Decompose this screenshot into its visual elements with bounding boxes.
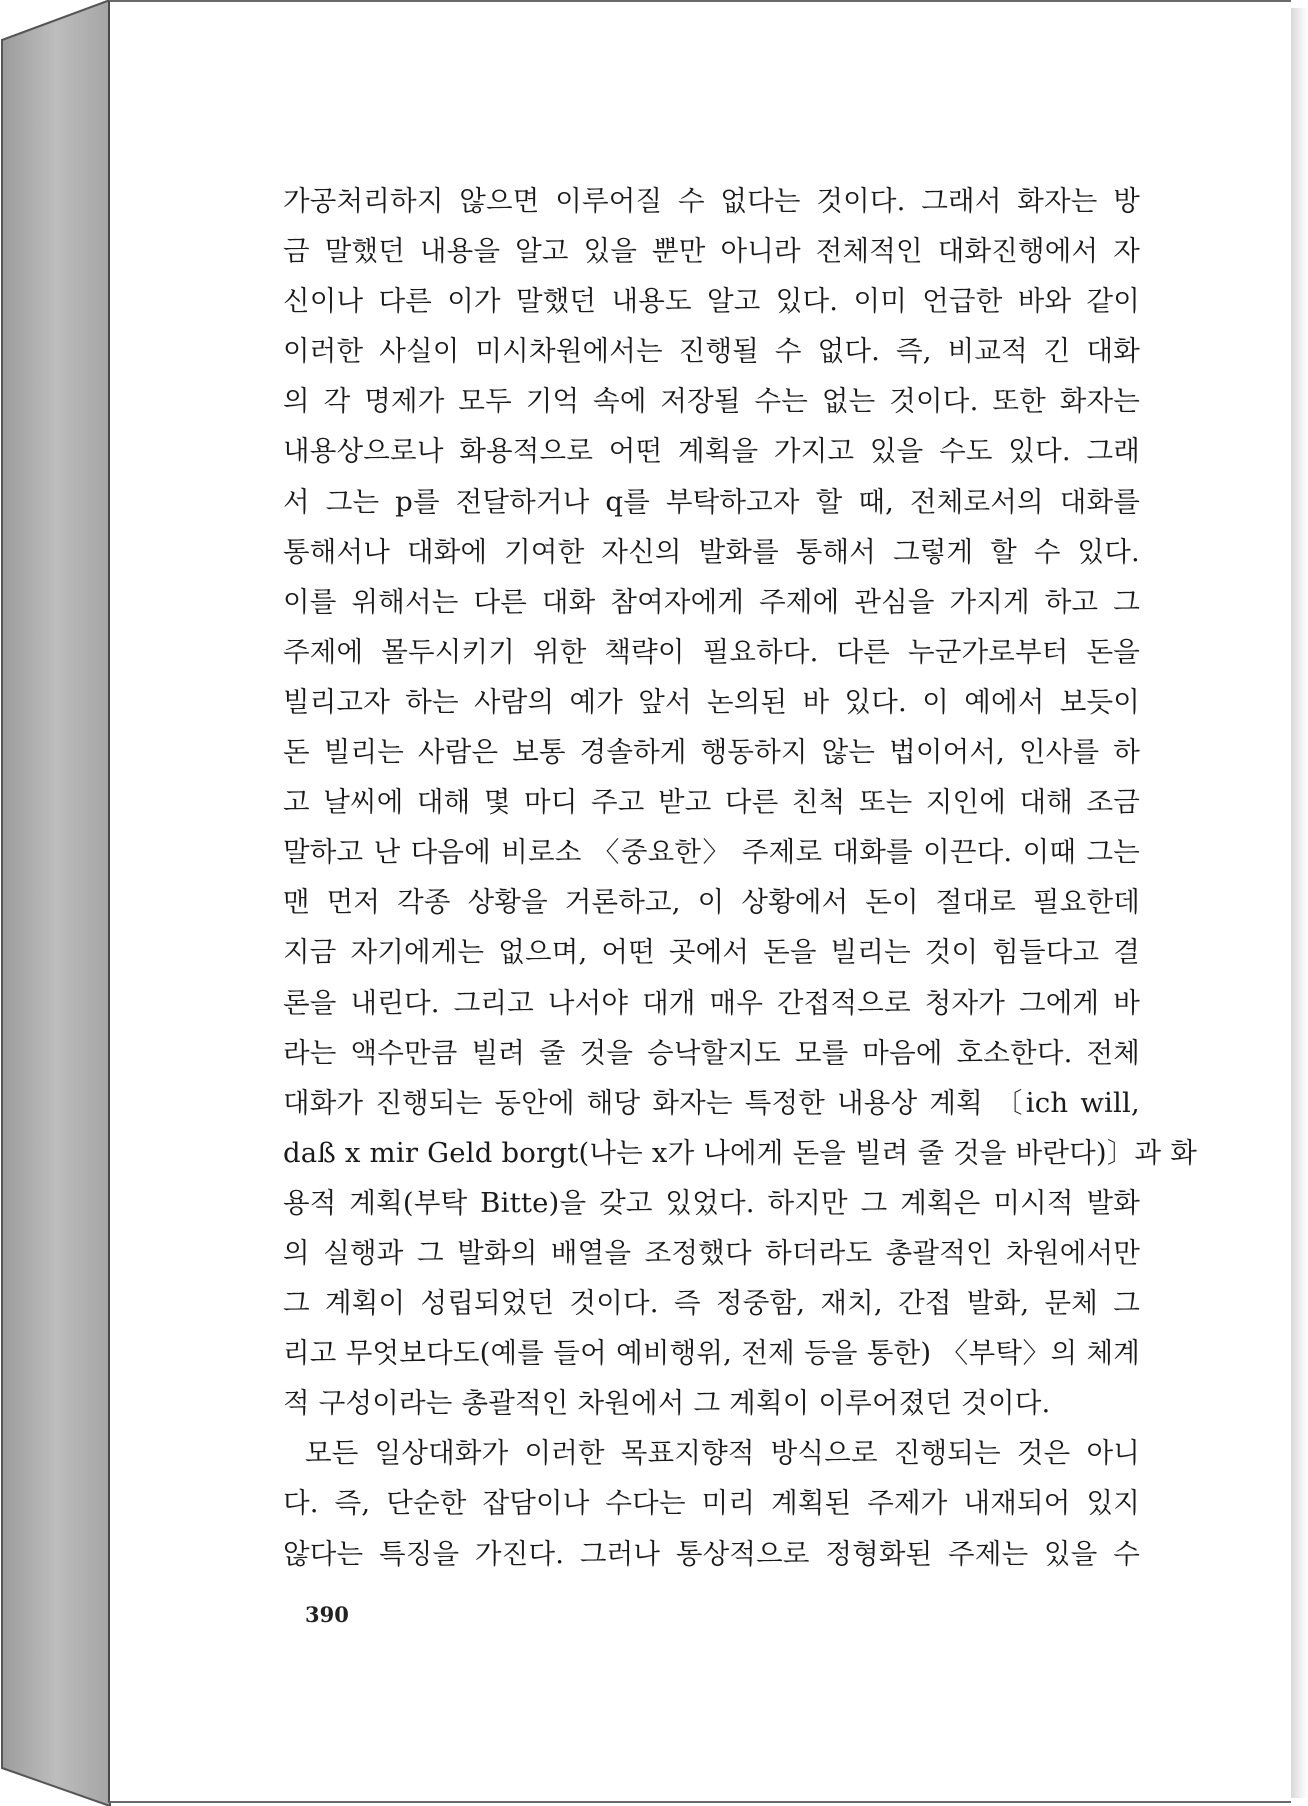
text-line: 신이나 다른 이가 말했던 내용도 알고 있다. 이미 언급한 바와 같이: [283, 285, 1140, 318]
text-line: 말하고 난 다음에 비로소 〈중요한〉 주제로 대화를 이끈다. 이때 그는: [283, 836, 1140, 869]
text-line: 가공처리하지 않으면 이루어질 수 없다는 것이다. 그래서 화자는 방: [283, 185, 1140, 217]
text-line: 맨 먼저 각종 상황을 거론하고, 이 상황에서 돈이 절대로 필요한데: [283, 886, 1140, 919]
text-line: 빌리고자 하는 사람의 예가 앞서 논의된 바 있다. 이 예에서 보듯이: [283, 685, 1140, 718]
body-text: [283, 176, 1198, 1579]
text-line: 통해서나 대화에 기여한 자신의 발화를 통해서 그렇게 할 수 있다.: [283, 535, 1140, 568]
text-line: 모든 일상대화가 이러한 목표지향적 방식으로 진행되는 것은 아니: [305, 1437, 1140, 1470]
text-line: 이러한 사실이 미시차원에서는 진행될 수 없다. 즉, 비교적 긴 대화: [283, 335, 1140, 368]
text-line: 그 계획이 성립되었던 것이다. 즉 정중함, 재치, 간접 발화, 문체 그: [283, 1287, 1140, 1320]
text-line: daß x mir Geld borgt(나는 x가 나에게 돈을 빌려 줄 것을 바란다)〕과 화: [283, 1136, 1198, 1169]
text-line: 의 각 명제가 모두 기억 속에 저장될 수는 없는 것이다. 또한 화자는: [283, 385, 1140, 418]
text-line: 주제에 몰두시키기 위한 책략이 필요하다. 다른 누군가로부터 돈을: [283, 635, 1140, 668]
text-line: 내용상으로나 화용적으로 어떤 계획을 가지고 있을 수도 있다. 그래: [283, 435, 1140, 468]
text-line: 다. 즉, 단순한 잡담이나 수다는 미리 계획된 주제가 내재되어 있지: [283, 1487, 1140, 1520]
text-line: 라는 액수만큼 빌려 줄 것을 승낙할지도 모를 마음에 호소한다. 전체: [283, 1036, 1140, 1069]
text-line: 지금 자기에게는 없으며, 어떤 곳에서 돈을 빌리는 것이 힘들다고 결: [283, 936, 1140, 969]
text-line: 의 실행과 그 발화의 배열을 조정했다 하더라도 총괄적인 차원에서만: [283, 1236, 1140, 1269]
text-line: 서 그는 p를 전달하거나 q를 부탁하고자 할 때, 전체로서의 대화를: [283, 485, 1140, 518]
text-line: 리고 무엇보다도(예를 들어 예비행위, 전제 등을 통한) 〈부탁〉의 체계: [283, 1337, 1140, 1370]
text-line: 론을 내린다. 그리고 나서야 대개 매우 간접적으로 청자가 그에게 바: [283, 986, 1140, 1019]
book-spine: [0, 0, 112, 1806]
text-line: 고 날씨에 대해 몇 마디 주고 받고 다른 친척 또는 지인에 대해 조금: [283, 786, 1140, 819]
text-line: 돈 빌리는 사람은 보통 경솔하게 행동하지 않는 법이어서, 인사를 하: [283, 736, 1140, 769]
page-number: 390: [305, 1602, 349, 1627]
text-line: 이를 위해서는 다른 대화 참여자에게 주제에 관심을 가지게 하고 그: [283, 585, 1140, 618]
text-line: 용적 계획(부탁 Bitte)을 갖고 있었다. 하지만 그 계획은 미시적 발화: [283, 1186, 1140, 1219]
text-line: 금 말했던 내용을 알고 있을 뿐만 아니라 전체적인 대화진행에서 자: [283, 235, 1140, 268]
text-line: 않다는 특징을 가진다. 그러나 통상적으로 정형화된 주제는 있을 수: [283, 1537, 1140, 1570]
text-line: 적 구성이라는 총괄적인 차원에서 그 계획이 이루어졌던 것이다.: [283, 1387, 1051, 1420]
text-line: 대화가 진행되는 동안에 해당 화자는 특정한 내용상 계획 〔ich will,: [283, 1086, 1140, 1119]
